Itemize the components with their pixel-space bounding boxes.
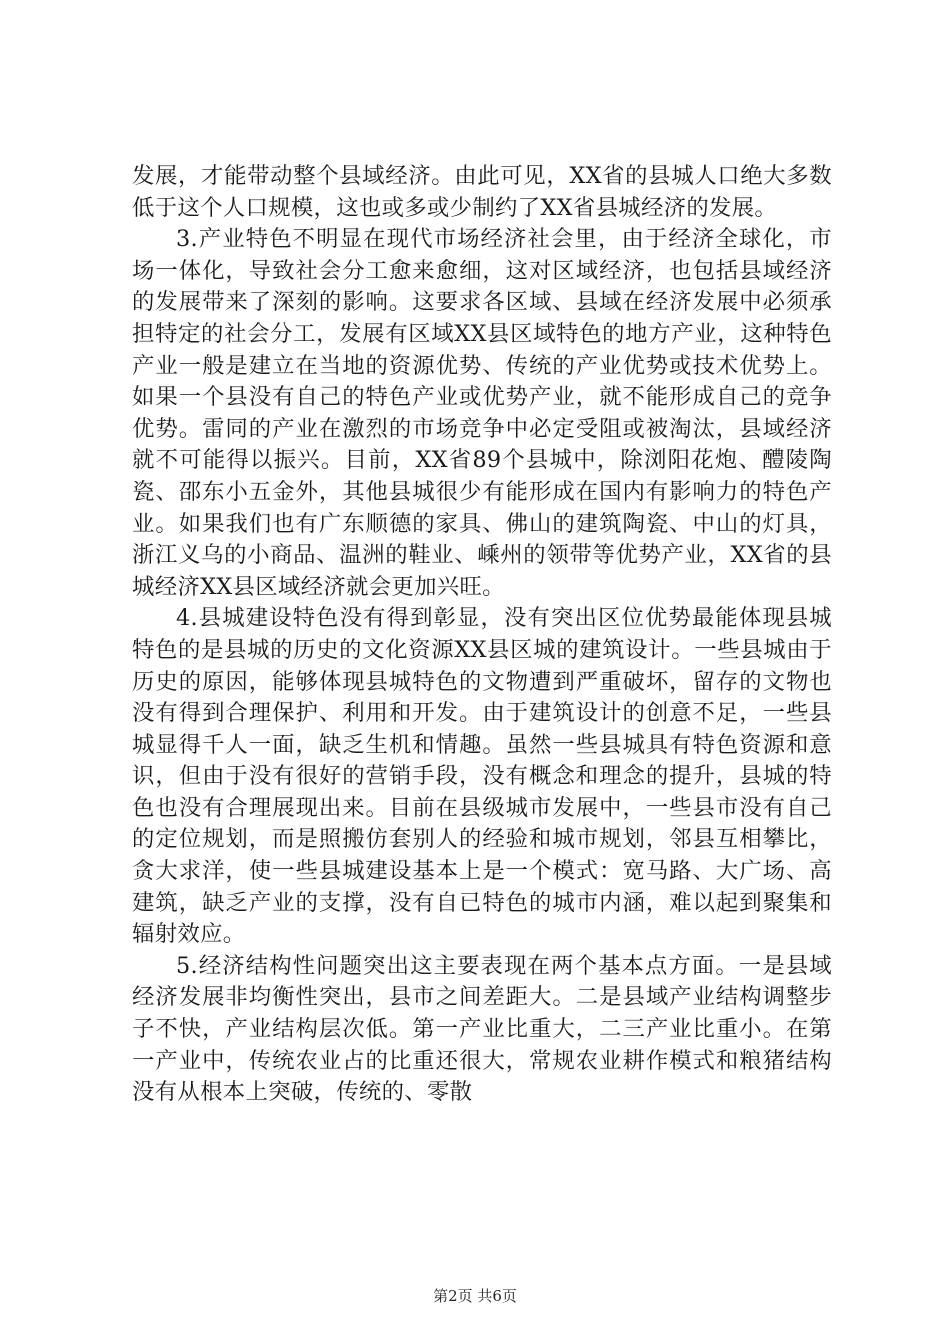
page-number-footer: 第2页 共6页 — [433, 1287, 517, 1305]
paragraph-item-5: 5.经济结构性问题突出这主要表现在两个基本点方面。一是县域经济发展非均衡性突出，县市之间差距大。二是县域产业结构调整步子不快，产业结构层次低。第一产业比重大，二三产业比重小。在第一产业中，传统农业占的比重还很大，常规农业耕作模式和粮猪结构没有从根本上突破，传统的、零散 — [132, 952, 832, 1106]
paragraph-item-4: 4.县城建设特色没有得到彰显，没有突出区位优势最能体现县城特色的是县城的历史的文化资源XX县区城的建筑设计。一些县城由于历史的原因，能够体现县城特色的文物遭到严重破坏，留存的文物也没有得到合理保护、利用和开发。由于建筑设计的创意不足，一些县城显得千人一面，缺乏生机和情趣。虽然一些县城具有特色资源和意识，但由于没有很好的营销手段，没有概念和理念的提升，县城的特色也没有合理展现出来。目前在县级城市发展中，一些县市没有自己的定位规划，而是照搬仿套别人的经验和城市规划，邻县互相攀比，贪大求洋，使一些县城建设基本上是一个模式：宽马路、大广场、高建筑，缺乏产业的支撑，没有自已特色的城市内涵，难以起到聚集和辐射效应。 — [132, 605, 832, 948]
body-text — [132, 161, 832, 1109]
paragraph-item-3: 3.产业特色不明显在现代市场经济社会里，由于经济全球化，市场一体化，导致社会分工愈来愈细，这对区域经济，也包括县域经济的发展带来了深刻的影响。这要求各区域、县域在经济发展中必须承担特定的社会分工，发展有区域XX县区域特色的地方产业，这种特色产业一般是建立在当地的资源优势、传统的产业优势或技术优势上。如果一个县没有自己的特色产业或优势产业，就不能形成自己的竞争优势。雷同的产业在激烈的市场竞争中必定受阻或被淘汰，县域经济就不可能得以振兴。目前，XX省89个县城中，除浏阳花炮、醴陵陶瓷、邵东小五金外，其他县城很少有能形成在国内有影响力的特色产业。如果我们也有广东顺德的家具、佛山的建筑陶瓷、中山的灯具，浙江义乌的小商品、温洲的鞋业、嵊州的领带等优势产业，XX省的县城经济XX县区域经济就会更加兴旺。 — [132, 226, 832, 600]
paragraph-continuation: 发展，才能带动整个县域经济。由此可见，XX省的县城人口绝大多数低于这个人口规模，这也或多或少制约了XX省县城经济的发展。 — [132, 163, 832, 221]
